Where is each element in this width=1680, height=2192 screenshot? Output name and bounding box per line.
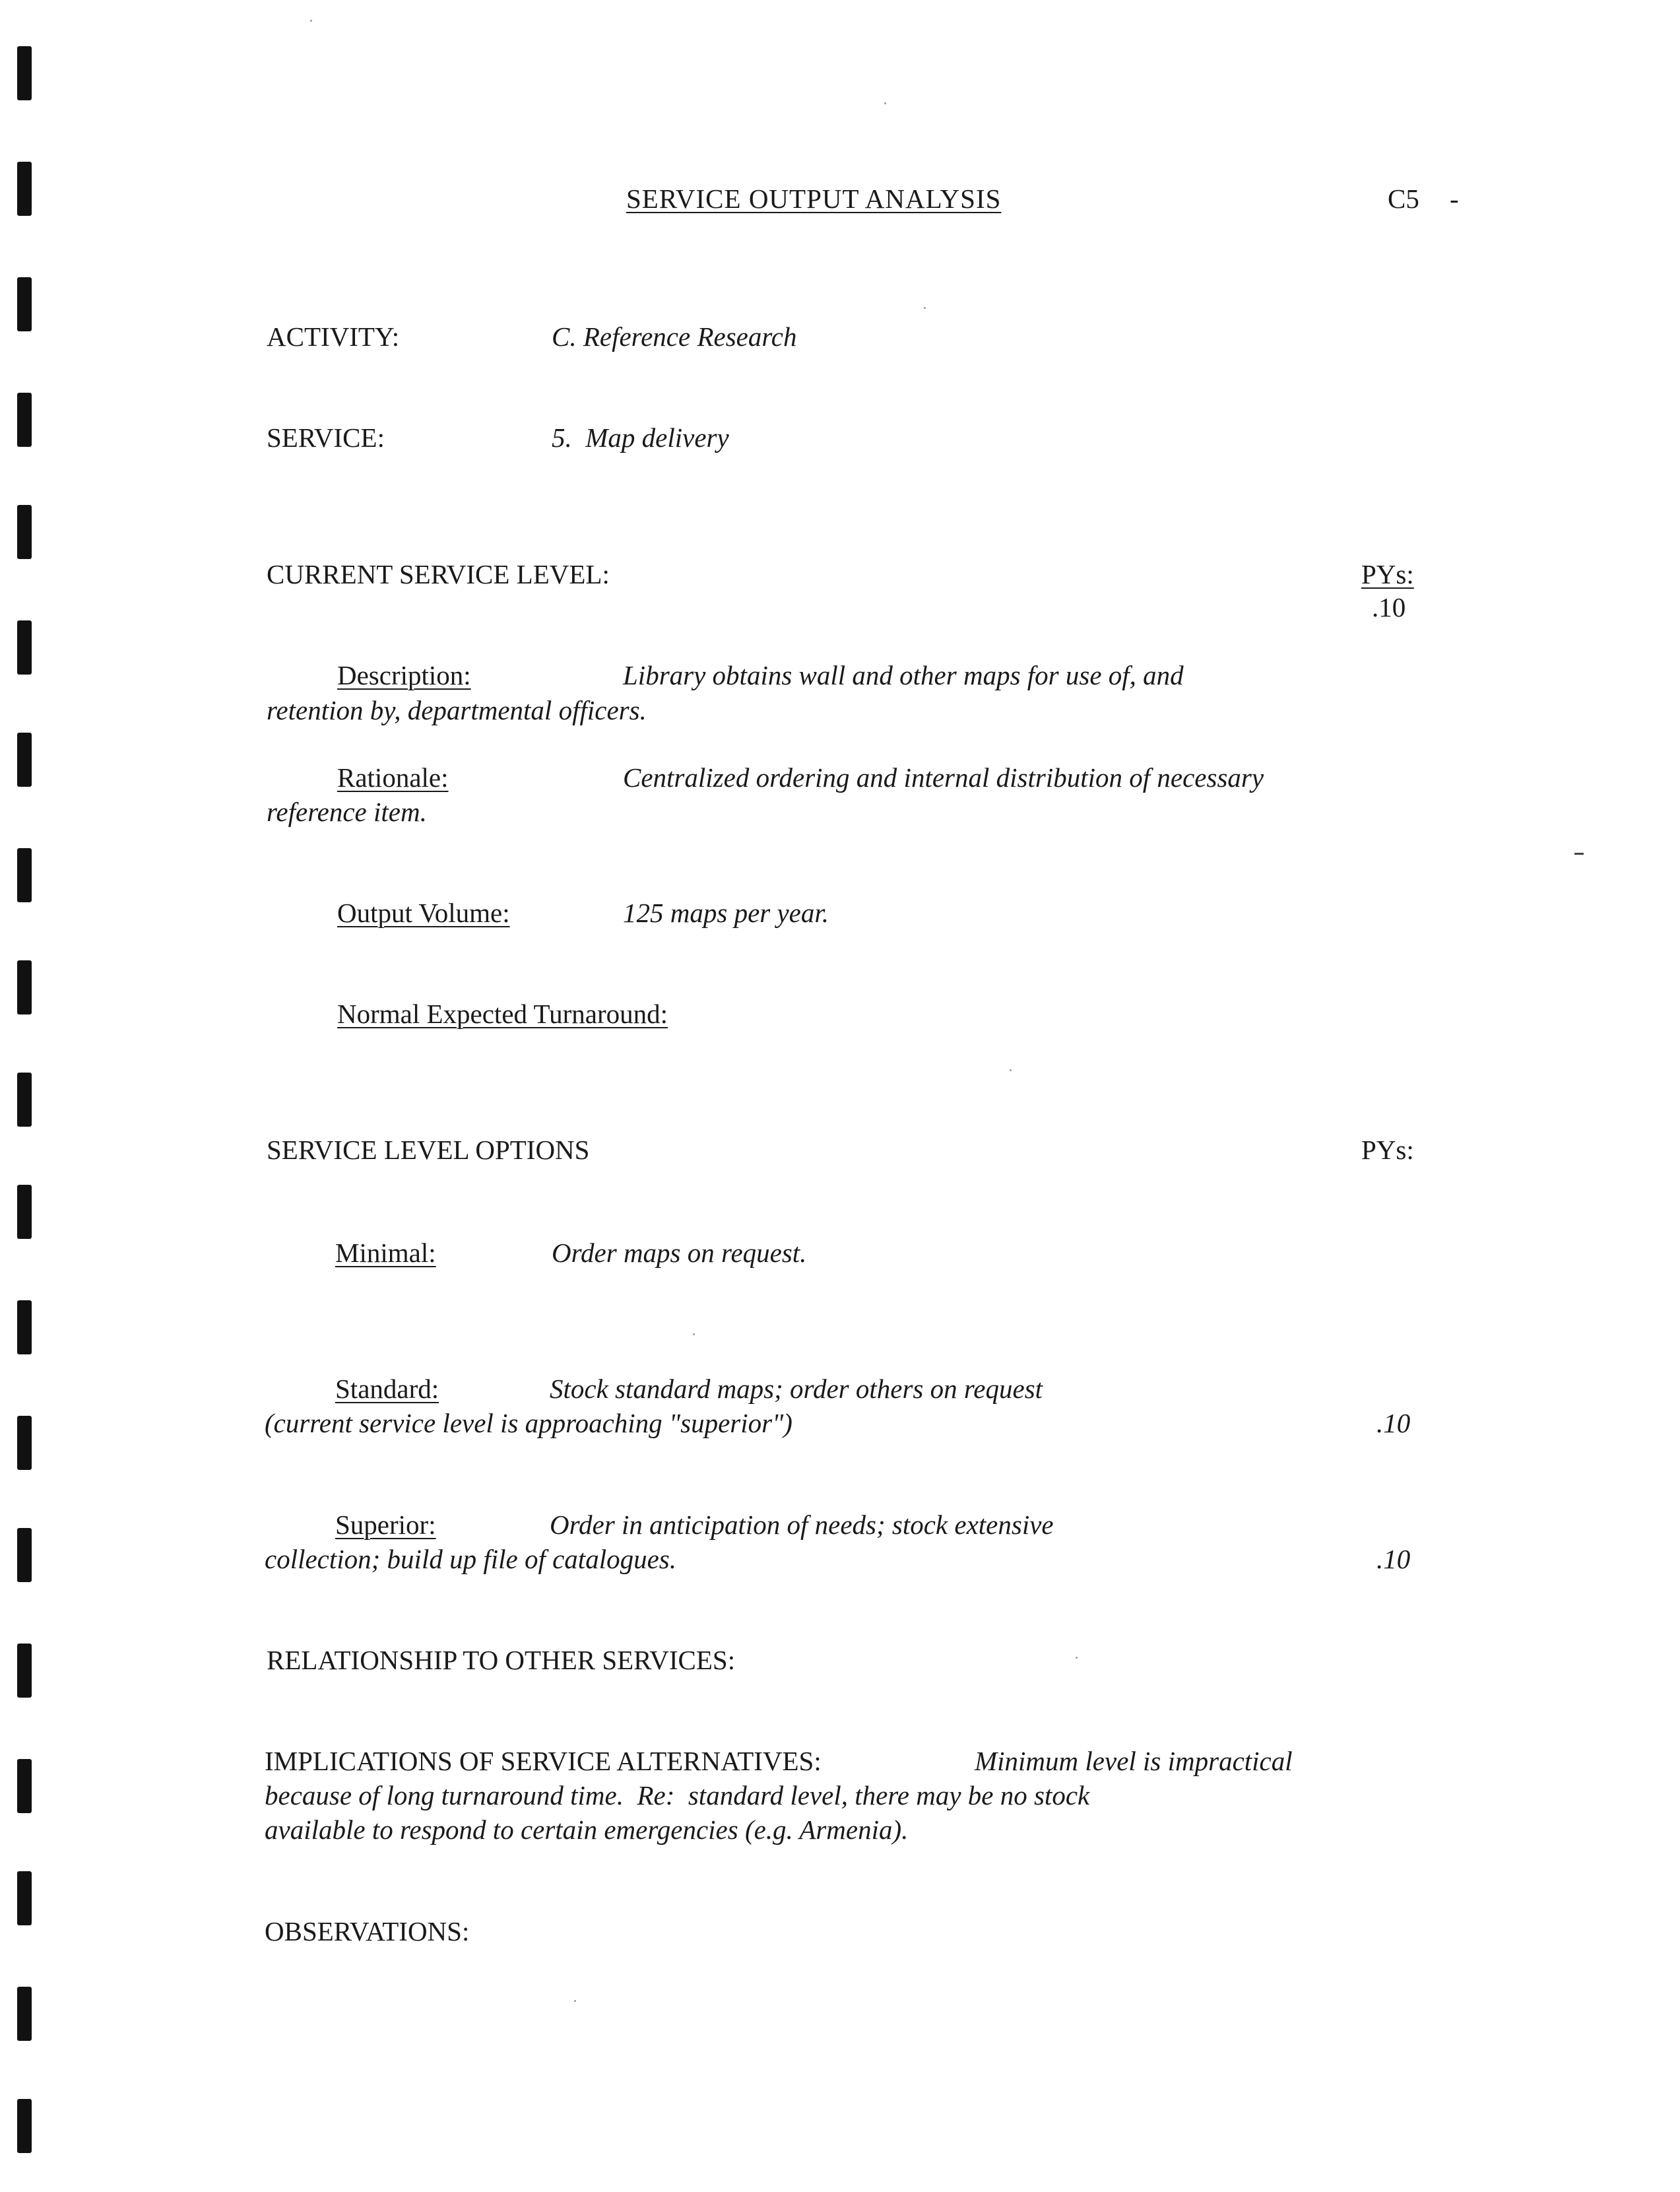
scan-speck bbox=[1010, 1069, 1012, 1071]
binder-mark bbox=[17, 1759, 32, 1813]
rationale-line2: reference item. bbox=[267, 797, 427, 827]
page-mark: - bbox=[1450, 183, 1459, 214]
superior-label: Superior: bbox=[335, 1510, 436, 1540]
standard-pys: .10 bbox=[1376, 1408, 1411, 1438]
binder-mark bbox=[17, 277, 32, 331]
scan-speck bbox=[924, 307, 926, 309]
superior-line2: collection; build up file of catalogues. bbox=[265, 1544, 676, 1574]
relationship-heading: RELATIONSHIP TO OTHER SERVICES: bbox=[267, 1645, 736, 1675]
scan-speck bbox=[1076, 1657, 1078, 1659]
superior-pys: .10 bbox=[1376, 1544, 1411, 1574]
binder-mark bbox=[17, 1987, 32, 2041]
binder-mark bbox=[17, 162, 32, 216]
rationale-line1: Centralized ordering and internal distribution of necessary bbox=[623, 762, 1264, 793]
scan-dash bbox=[1574, 853, 1584, 855]
binder-mark bbox=[17, 1528, 32, 1582]
turnaround-label: Normal Expected Turnaround: bbox=[337, 999, 668, 1029]
description-label: Description: bbox=[337, 660, 471, 690]
service-level-options-heading: SERVICE LEVEL OPTIONS bbox=[267, 1135, 590, 1165]
current-pys-value: .10 bbox=[1372, 592, 1406, 622]
implications-line2: because of long turnaround time. Re: standard level, there may be no stock bbox=[265, 1780, 1090, 1810]
binder-mark bbox=[17, 505, 32, 559]
observations-heading: OBSERVATIONS: bbox=[265, 1916, 470, 1946]
scan-speck bbox=[310, 20, 312, 22]
rationale-label: Rationale: bbox=[337, 762, 449, 793]
standard-line2: (current service level is approaching "superior") bbox=[265, 1408, 792, 1438]
description-line2: retention by, departmental officers. bbox=[267, 695, 647, 725]
implications-heading: IMPLICATIONS OF SERVICE ALTERNATIVES: bbox=[265, 1746, 822, 1776]
activity-label: ACTIVITY: bbox=[267, 321, 400, 352]
scan-speck bbox=[574, 2000, 576, 2002]
binder-mark bbox=[17, 1073, 32, 1127]
description-line1: Library obtains wall and other maps for use of, and bbox=[623, 660, 1184, 690]
binder-mark bbox=[17, 2099, 32, 2153]
output-volume-value: 125 maps per year. bbox=[623, 898, 829, 928]
service-label: SERVICE: bbox=[267, 422, 385, 453]
binder-mark bbox=[17, 1416, 32, 1470]
standard-line1: Stock standard maps; order others on request bbox=[550, 1374, 1043, 1404]
current-service-level-heading: CURRENT SERVICE LEVEL: bbox=[267, 559, 610, 589]
binder-mark bbox=[17, 733, 32, 787]
service-value: 5. Map delivery bbox=[552, 422, 729, 453]
output-volume-label: Output Volume: bbox=[337, 898, 510, 928]
superior-line1: Order in anticipation of needs; stock extensive bbox=[550, 1510, 1054, 1540]
binder-mark bbox=[17, 46, 32, 100]
page-code: C5 bbox=[1388, 183, 1419, 214]
minimal-label: Minimal: bbox=[335, 1238, 436, 1268]
current-pys-label: PYs: bbox=[1361, 559, 1414, 589]
scan-speck bbox=[693, 1333, 695, 1335]
scan-speck bbox=[884, 102, 886, 104]
binder-mark bbox=[17, 1300, 32, 1354]
implications-line1: Minimum level is impractical bbox=[975, 1746, 1293, 1776]
binder-mark bbox=[17, 1644, 32, 1698]
implications-line3: available to respond to certain emergencies (e.g. Armenia). bbox=[265, 1814, 909, 1845]
binder-mark bbox=[17, 620, 32, 675]
activity-value: C. Reference Research bbox=[552, 321, 797, 352]
minimal-line1: Order maps on request. bbox=[552, 1238, 807, 1268]
binder-mark bbox=[17, 393, 32, 447]
binder-mark bbox=[17, 960, 32, 1014]
binder-mark bbox=[17, 848, 32, 902]
page-title: SERVICE OUTPUT ANALYSIS bbox=[626, 183, 1002, 214]
binder-mark bbox=[17, 1185, 32, 1239]
binder-mark bbox=[17, 1871, 32, 1925]
standard-label: Standard: bbox=[335, 1374, 439, 1404]
options-pys-label: PYs: bbox=[1361, 1135, 1414, 1165]
